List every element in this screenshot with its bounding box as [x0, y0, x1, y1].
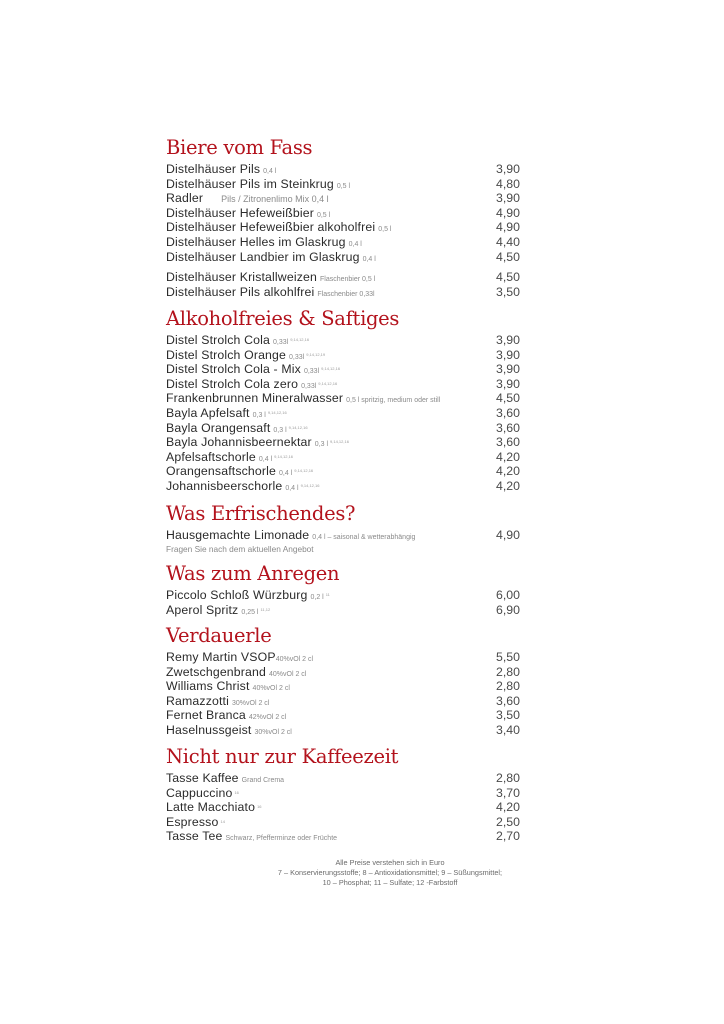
- item-detail: 0,4 l – saisonal & wetterabhängig: [312, 534, 416, 541]
- item-name: Ramazzotti: [166, 693, 230, 708]
- item-detail: 0,4 l: [348, 240, 362, 248]
- menu-item: [166, 270, 526, 285]
- item-allergens: 9,14,12,16: [288, 424, 308, 430]
- item-name: Tasse Kaffee: [166, 771, 239, 785]
- item-price: 4,20: [496, 478, 520, 493]
- menu-item: [166, 421, 526, 436]
- item-price: 3,60: [496, 405, 520, 420]
- item-detail: 30%vOl 2 cl: [254, 728, 292, 736]
- item-price: 3,90: [496, 362, 520, 377]
- item-price: 4,40: [496, 234, 520, 249]
- section-title: Was zum Anregen: [166, 562, 340, 585]
- item-detail: 0,3 l: [252, 411, 266, 419]
- item-allergens: 11,12: [260, 606, 271, 612]
- footer-currency-note: Alle Preise verstehen sich in Euro: [335, 858, 445, 867]
- item-detail: 40%vOl 2 cl: [269, 670, 307, 678]
- item-price: 3,60: [496, 693, 520, 708]
- menu-item: [166, 406, 526, 421]
- item-price: 2,80: [496, 771, 520, 785]
- item-price: 4,50: [496, 249, 520, 264]
- item-detail: Flaschenbier 0,5 l: [320, 276, 376, 284]
- menu-item: [166, 829, 526, 844]
- item-price: 3,40: [496, 722, 520, 737]
- item-detail: 0,4 l: [258, 455, 273, 463]
- item-detail: 40%vOl 2 cl: [275, 656, 314, 663]
- item-price: 6,00: [496, 588, 520, 602]
- item-name: Distel Strolch Cola: [166, 333, 270, 347]
- menu-item: [166, 665, 526, 680]
- item-price: 4,90: [496, 220, 520, 235]
- item-note: Fragen Sie nach dem aktuellen Angebot: [166, 543, 314, 554]
- item-detail: Flaschenbier 0,33l: [317, 290, 375, 298]
- item-name: Zwetschgenbrand: [166, 664, 267, 679]
- item-name: Distel Strolch Cola - Mix: [166, 362, 301, 377]
- section-was-zum-anregen: [166, 562, 526, 617]
- item-detail: 0,5 l: [336, 182, 351, 190]
- item-price: 3,70: [496, 785, 520, 800]
- item-price: 2,50: [496, 814, 520, 829]
- section-alkoholfreies-saftiges: [166, 307, 526, 494]
- item-allergens: 9,14,12,16: [318, 380, 338, 386]
- item-name: Frankenbrunnen Mineralwasser: [166, 391, 344, 406]
- item-detail: 0,3 l: [273, 426, 287, 434]
- item-name: Bayla Apfelsaft: [166, 405, 250, 420]
- menu-item: [166, 723, 526, 738]
- item-detail: 0,33l: [303, 368, 320, 376]
- item-name: Cappuccino: [166, 785, 233, 800]
- section-title: Biere vom Fass: [166, 136, 313, 159]
- item-price: 3,90: [496, 333, 520, 347]
- menu-item: [166, 191, 526, 206]
- menu-item: [166, 391, 526, 406]
- item-name: Distelhäuser Hefeweißbier: [166, 205, 314, 220]
- item-detail: 0,5 l: [316, 211, 331, 219]
- item-price: 2,80: [496, 679, 520, 694]
- section-biere-vom-fass: [166, 136, 526, 299]
- item-name: Aperol Spritz: [166, 602, 239, 617]
- item-name: Johannisbeerschorle: [166, 478, 283, 493]
- item-detail: 0,33l: [289, 353, 305, 361]
- item-name: Distelhäuser Helles im Glaskrug: [166, 234, 346, 249]
- section-title: Verdauerle: [166, 624, 272, 647]
- item-detail: 0,3 l: [314, 441, 329, 449]
- menu-item: [166, 771, 526, 786]
- item-detail: 0,33l: [301, 382, 317, 390]
- menu-item: [166, 800, 526, 815]
- menu-item: [166, 528, 526, 543]
- menu-item: [166, 679, 526, 694]
- item-allergens: 9,14,12,16: [294, 468, 314, 474]
- item-detail: 0,4 l: [263, 168, 277, 175]
- item-price: 4,20: [496, 800, 520, 815]
- item-name: Hausgemachte Limonade: [166, 528, 310, 542]
- menu-item: [166, 588, 526, 603]
- item-allergens: 9,14,12,19: [306, 351, 326, 357]
- item-detail: 0,4 l: [362, 255, 376, 263]
- footer-additives-line-2: 10 – Phosphat; 11 – Sulfate; 12 -Farbstoff: [322, 878, 458, 887]
- item-detail: 40%vOl 2 cl: [252, 685, 290, 693]
- menu-item: [166, 815, 526, 830]
- item-price: 4,20: [496, 449, 520, 464]
- item-price: 4,50: [496, 391, 520, 406]
- item-allergens: 9,14,12,16: [321, 366, 341, 372]
- menu-item: [166, 348, 526, 363]
- section-was-erfrischendes: [166, 502, 526, 555]
- menu-item: [166, 479, 526, 494]
- section-title: Alkoholfreies & Saftiges: [166, 307, 400, 330]
- item-name: Bayla Johannisbeernektar: [166, 435, 312, 450]
- menu-item: [166, 708, 526, 723]
- item-allergens: 9,14,12,16: [290, 337, 310, 342]
- menu-item: [166, 177, 526, 192]
- item-name: Haselnussgeist: [166, 722, 252, 737]
- item-detail: 0,2 l: [310, 594, 324, 601]
- item-price: 5,50: [496, 650, 520, 664]
- item-detail: Schwarz, Pfefferminze oder Früchte: [225, 835, 338, 843]
- menu-item: [166, 603, 526, 618]
- item-detail: 30%vOl 2 cl: [232, 699, 270, 707]
- menu-item: [166, 162, 526, 177]
- item-detail: Pils / Zitronenlimo Mix 0,4 l: [221, 194, 329, 205]
- menu-item: [166, 362, 526, 377]
- item-name: Distelhäuser Pils alkohlfrei: [166, 284, 315, 299]
- menu-item: [166, 206, 526, 221]
- item-name: Remy Martin VSOP: [166, 650, 276, 664]
- item-detail: 0,4 l: [285, 484, 299, 492]
- menu-item: [166, 650, 526, 665]
- item-price: 4,90: [496, 205, 520, 220]
- menu-item: [166, 220, 526, 235]
- item-name: Distelhäuser Kristallweizen: [166, 270, 317, 285]
- item-allergens: 9,14,12,16: [330, 439, 349, 445]
- item-detail: Grand Crema: [241, 777, 285, 784]
- section-kaffeezeit: [166, 745, 526, 844]
- menu-item: [166, 377, 526, 392]
- footer-additives-line-1: 7 – Konservierungsstoffe; 8 – Antioxidationsmittel; 9 – Süßungsmittel;: [277, 868, 503, 877]
- item-price: 3,50: [496, 284, 520, 299]
- item-name: Distelhäuser Landbier im Glaskrug: [166, 249, 360, 264]
- item-price: 4,20: [496, 464, 520, 479]
- item-price: 3,50: [496, 708, 520, 723]
- item-price: 2,80: [496, 664, 520, 679]
- item-name: Bayla Orangensaft: [166, 420, 271, 435]
- item-name: Distelhäuser Pils im Steinkrug: [166, 176, 334, 191]
- item-name: Piccolo Schloß Würzburg: [166, 588, 308, 602]
- item-price: 3,90: [496, 191, 520, 206]
- item-price: 4,80: [496, 176, 520, 191]
- item-name: Tasse Tee: [166, 829, 223, 844]
- menu-item: [166, 694, 526, 709]
- item-name: Espresso: [166, 814, 219, 829]
- item-allergens: 16: [234, 789, 239, 795]
- section-title: Nicht nur zur Kaffeezeit: [166, 745, 399, 768]
- menu-item: [166, 285, 526, 300]
- menu-item: [166, 786, 526, 801]
- item-name: Distelhäuser Pils: [166, 162, 261, 176]
- section-verdauerle: [166, 624, 526, 738]
- item-name: Orangensaftschorle: [166, 464, 277, 479]
- item-detail: 42%vOl 2 cl: [248, 714, 287, 722]
- item-price: 4,90: [496, 528, 520, 542]
- item-price: 3,60: [496, 420, 520, 435]
- item-allergens: 9,14,12,16: [267, 409, 287, 415]
- item-name: Fernet Branca: [166, 708, 246, 723]
- item-allergens: 16: [257, 804, 262, 810]
- menu-item: [166, 333, 526, 348]
- menu-item: [166, 435, 526, 450]
- menu-item: [166, 464, 526, 479]
- item-name: Distel Strolch Cola zero: [166, 376, 299, 391]
- item-price: 6,90: [496, 602, 520, 617]
- item-name: Radler: [166, 191, 204, 206]
- item-name: Distel Strolch Orange: [166, 347, 287, 362]
- item-allergens: 14: [220, 818, 225, 824]
- item-price: 2,70: [496, 829, 520, 844]
- item-detail: 0,5 l spritzig, medium oder still: [346, 397, 441, 405]
- menu-item: [166, 235, 526, 250]
- item-allergens: 9,14,12,16: [274, 453, 294, 459]
- item-allergens: 9,14,12,16: [300, 482, 320, 488]
- item-detail: 0,5 l: [378, 226, 392, 234]
- item-name: Apfelsaftschorle: [166, 449, 256, 464]
- item-detail: 0,33l: [273, 339, 289, 346]
- item-name: Distelhäuser Hefeweißbier alkoholfrei: [166, 220, 376, 235]
- item-name: Williams Christ: [166, 679, 250, 694]
- item-price: 3,90: [496, 376, 520, 391]
- item-price: 3,90: [496, 347, 520, 362]
- item-price: 3,60: [496, 435, 520, 450]
- item-detail: 0,25 l: [241, 608, 259, 616]
- item-price: 4,50: [496, 270, 520, 285]
- item-price: 3,90: [496, 162, 520, 176]
- item-detail: 0,4 l: [279, 470, 293, 478]
- menu-item: [166, 250, 526, 265]
- menu-item: [166, 450, 526, 465]
- item-allergens: 11: [325, 592, 330, 597]
- footer-notes: [230, 858, 550, 888]
- item-name: Latte Macchiato: [166, 800, 256, 815]
- section-title: Was Erfrischendes?: [166, 502, 356, 525]
